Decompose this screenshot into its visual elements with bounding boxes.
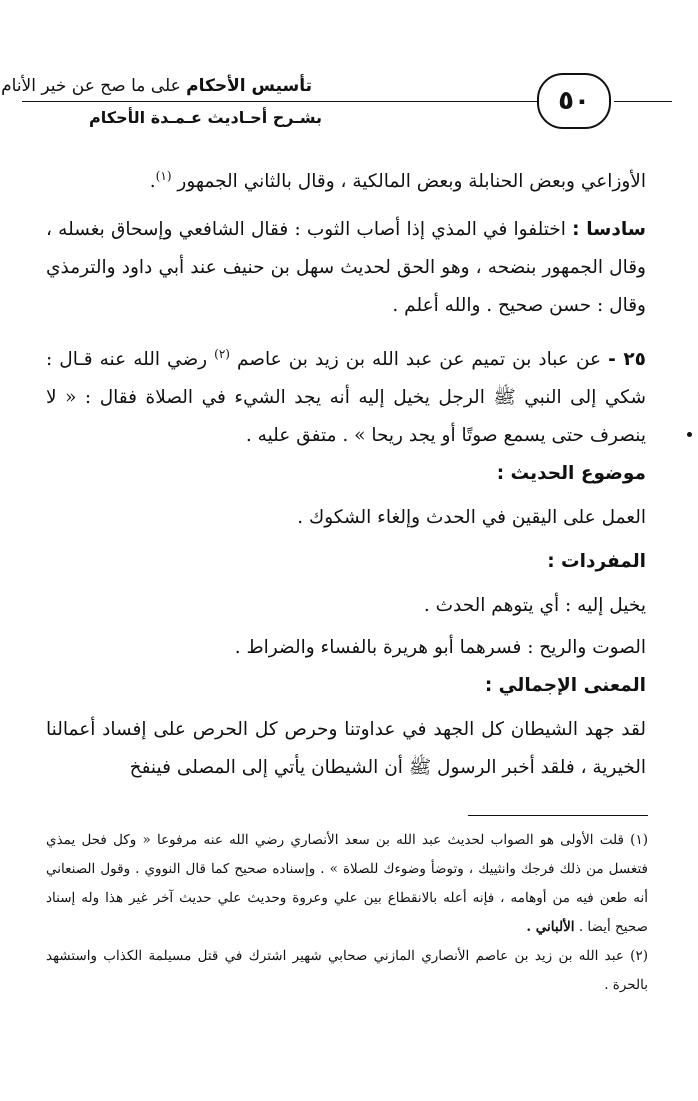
- book-title-bold: تأسيس الأحكام: [186, 76, 312, 96]
- hadith-25: ٢٥ - عن عباد بن تميم عن عبد الله بن زيد بن عاصم $^{(٢)}$ رضي الله عنه قـال : شكي إلى النبي ﷺ الرجل يخيل إليه أنه يجد الشيء في الصلاة فقال : « لا ينصرف حتى يسمع صوتًا أو يجد ريحا » . متفق عليه .: [46, 347, 646, 447]
- paragraph-1: الأوزاعي وبعض الحنابلة وبعض المالكية ، وقال بالثاني الجمهور $^{(١)}$.: [149, 169, 646, 193]
- footnote-divider: [468, 815, 648, 816]
- book-title-rest: على ما صح عن خير الأنام: [1, 76, 181, 96]
- footnote-ref-1: (١): [155, 169, 172, 183]
- footnotes: [46, 826, 648, 1000]
- paragraph-general-meaning: لقد جهد الشيطان كل الجهد في عداوتنا وحرص كل الحرص على إفساد أعمالنا الخيرية ، فلقد أخبر الرسول ﷺ أن الشيطان يأتي إلى المصلى فينفخ: [46, 719, 646, 779]
- footnote-1: (١) قلت الأولى هو الصواب لحديث عبد الله بن سعد الأنصاري رضي الله عنه مرفوعا « وكل فحل يمذي فتغسل من ذلك فرجك وانثييك ، وتوضأ وضوءك للصلاة » . وإسناده صحيح كما قال النووي . وقول الصنعاني أنه طعن فيه من أوهامه ، فإنه أعله بالانقطاع بين علي وعروة وحديث علي حديث آخر غير هذا وله إسناد صحيح أيضا . الألباني .: [46, 832, 648, 935]
- section-sixth-label: سادسا :: [572, 219, 646, 241]
- main-text: [46, 157, 646, 787]
- page-header: [1, 68, 672, 138]
- heading-general-meaning: المعنى الإجمالي :: [484, 675, 646, 697]
- margin-mark: [687, 432, 692, 437]
- vocab-line-2: الصوت والريح : فسرهما أبو هريرة بالفساء والضراط .: [234, 637, 646, 659]
- footnote-1-signature: الألباني .: [526, 919, 575, 935]
- book-title: [1, 76, 312, 96]
- header-rule-right: [614, 101, 672, 102]
- book-subtitle: بشـرح أحـاديث عـمـدة الأحكام: [89, 108, 322, 127]
- paragraph-2: سادسا : اختلفوا في المذي إذا أصاب الثوب : فقال الشافعي وإسحاق بغسله ، وقال الجمهور بنضحه ، وهو الحق لحديث سهل بن حنيف عند أبي داود والترمذي وقال : حسن صحيح . والله أعلم .: [46, 219, 646, 317]
- hadith-number: ٢٥ -: [608, 349, 646, 371]
- footnote-ref-2: (٢): [214, 347, 230, 362]
- heading-vocabulary: المفردات :: [547, 551, 646, 573]
- page-number: ٥٠: [537, 73, 611, 129]
- heading-topic: موضوع الحديث :: [496, 463, 646, 485]
- header-rule: [22, 101, 537, 102]
- vocab-line-1: يخيل إليه : أي يتوهم الحدث .: [423, 595, 646, 617]
- footnote-2: (٢) عبد الله بن زيد بن عاصم الأنصاري المازني صحابي شهير اشترك في قتل مسيلمة الكذاب واستشهد بالحرة .: [46, 948, 648, 993]
- paragraph-topic: العمل على اليقين في الحدث وإلغاء الشكوك .: [297, 507, 646, 529]
